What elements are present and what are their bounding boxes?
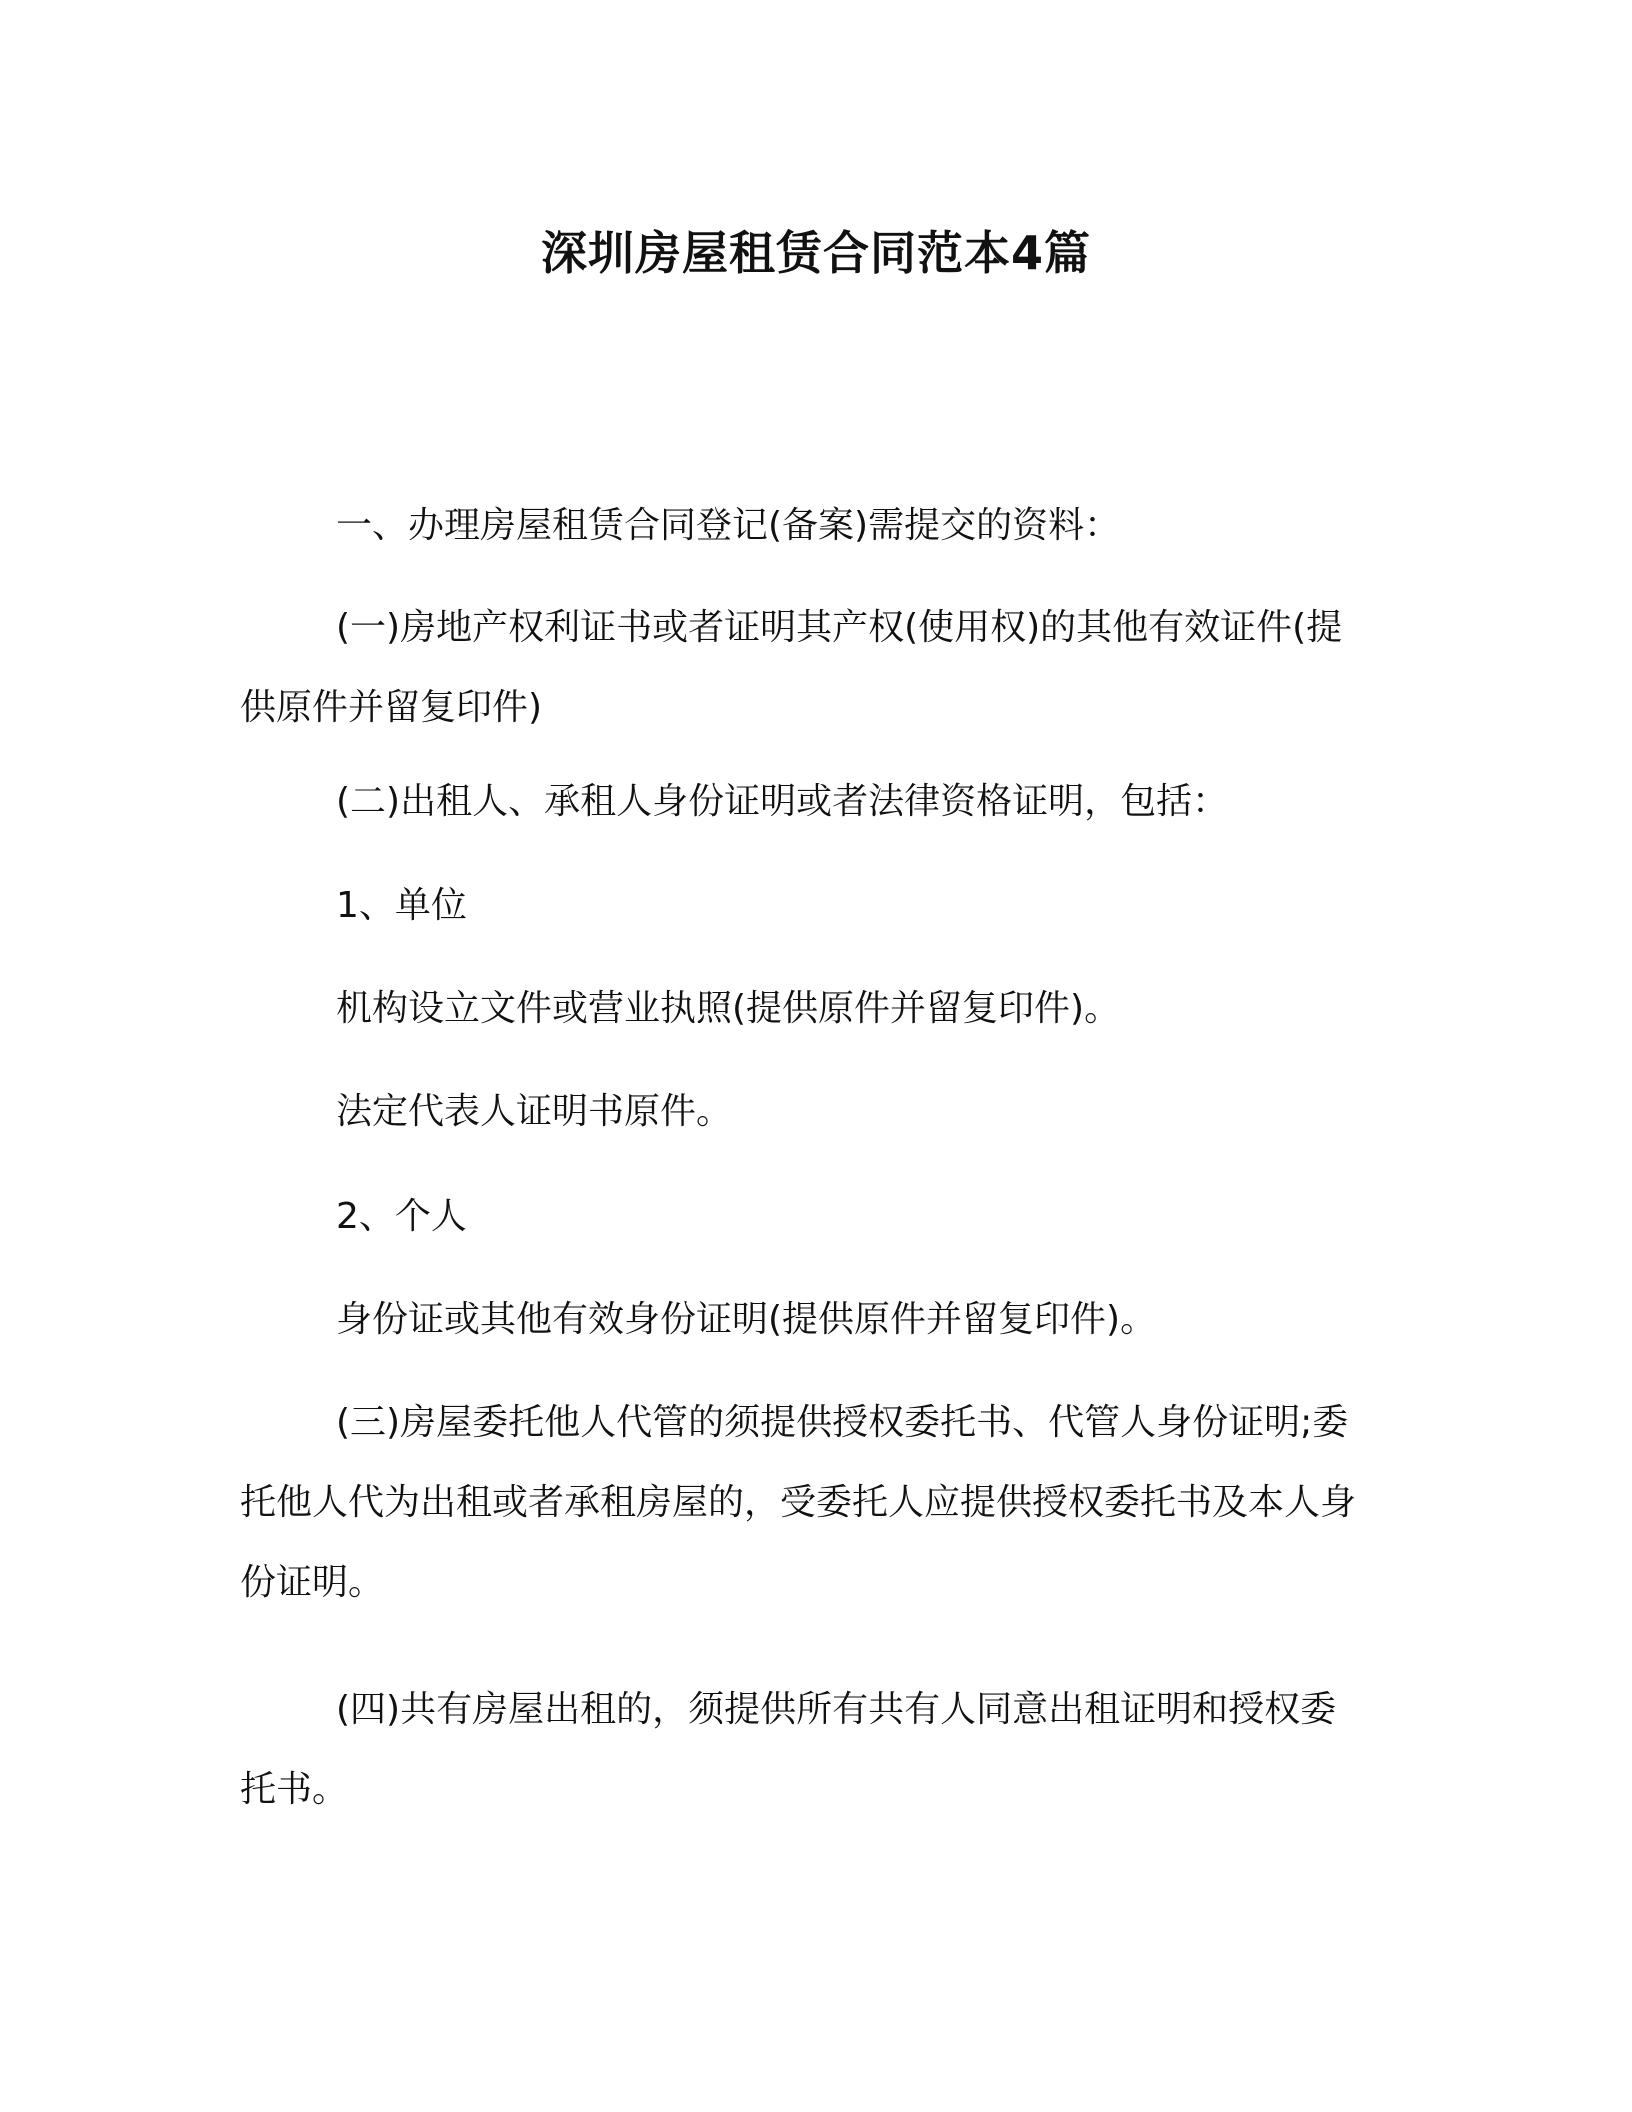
paragraph-section-1-heading: 一、办理房屋租赁合同登记(备案)需提交的资料：: [336, 505, 1121, 546]
document-title: 深圳房屋租赁合同范本4篇: [540, 226, 1091, 280]
paragraph-subitem-individual: 2、个人: [336, 1196, 467, 1237]
paragraph-item-3: (三)房屋委托他人代管的须提供授权委托书、代管人身份证明;委托他人代为出租或者承租房屋的，受委托人应提供授权委托书及本人身份证明。: [240, 1402, 1357, 1603]
paragraph-item-2: (二)出租人、承租人身份证明或者法律资格证明，包括：: [336, 781, 1229, 822]
paragraph-item-1: (一)房地产权利证书或者证明其产权(使用权)的其他有效证件(提供原件并留复印件): [240, 607, 1343, 728]
paragraph-individual-id: 身份证或其他有效身份证明(提供原件并留复印件)。: [336, 1299, 1157, 1340]
paragraph-unit-license: 机构设立文件或营业执照(提供原件并留复印件)。: [336, 988, 1121, 1029]
paragraph-subitem-unit: 1、单位: [336, 885, 467, 926]
paragraph-item-4: (四)共有房屋出租的，须提供所有共有人同意出租证明和授权委托书。: [240, 1689, 1337, 1810]
paragraph-legal-representative: 法定代表人证明书原件。: [336, 1091, 733, 1132]
